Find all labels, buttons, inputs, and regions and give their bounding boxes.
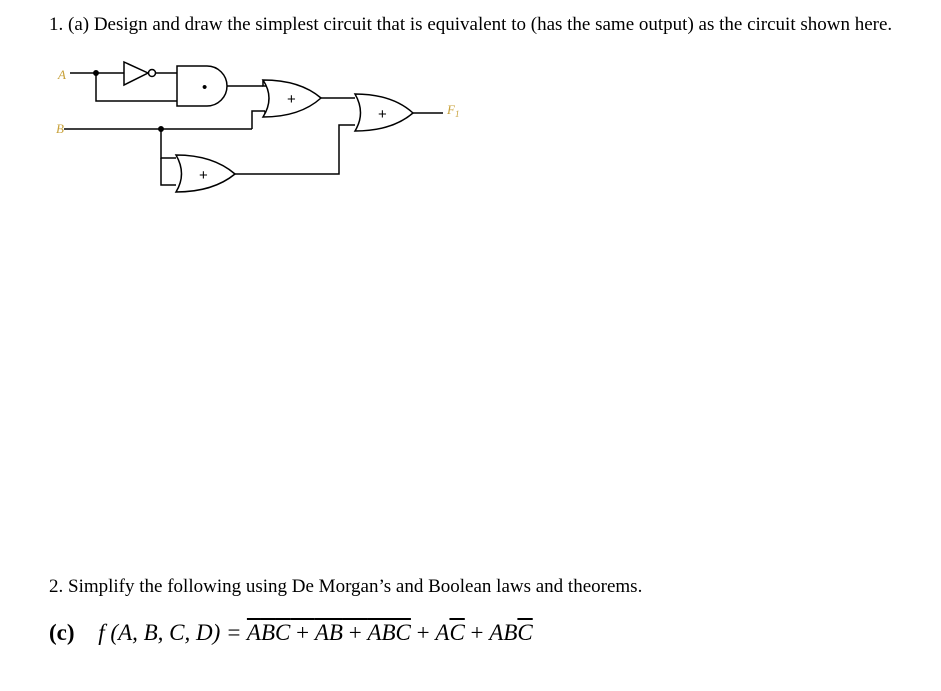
- equation-label: (c): [49, 620, 75, 645]
- wire-b-branch-2: [161, 158, 176, 185]
- equation-plus: +: [410, 620, 436, 645]
- input-a-label: A: [58, 67, 66, 82]
- equation-term-4: $A\overline{C}$: [435, 620, 465, 645]
- not-gate: [124, 62, 148, 85]
- or-symbol-3: +: [199, 167, 208, 184]
- output-f1-label: $F_1$: [447, 102, 460, 119]
- wire-or3-out: [235, 125, 355, 174]
- wire-b-branch: [161, 129, 176, 158]
- wire-b-to-or1: [252, 111, 265, 129]
- not-bubble: [149, 70, 156, 77]
- input-b-label: B: [56, 121, 64, 136]
- equation-overlined-expression: ABC + AB + ABC: [246, 620, 411, 645]
- equation-lhs: f (A, B, C, D) =: [98, 620, 247, 645]
- boolean-equation: [49, 620, 533, 646]
- question-1-text: 1. (a) Design and draw the simplest circuit that is equivalent to (has the same output) as the circuit shown here.: [49, 14, 893, 35]
- question-2-text: 2. Simplify the following using De Morgan’s and Boolean laws and theorems.: [49, 576, 643, 597]
- equation-term-5: $AB\overline{C}$: [489, 620, 533, 645]
- equation-plus-2: +: [464, 620, 490, 645]
- or-symbol-1: +: [287, 91, 296, 108]
- and-symbol: •: [202, 79, 208, 96]
- or-symbol-2: +: [378, 106, 387, 123]
